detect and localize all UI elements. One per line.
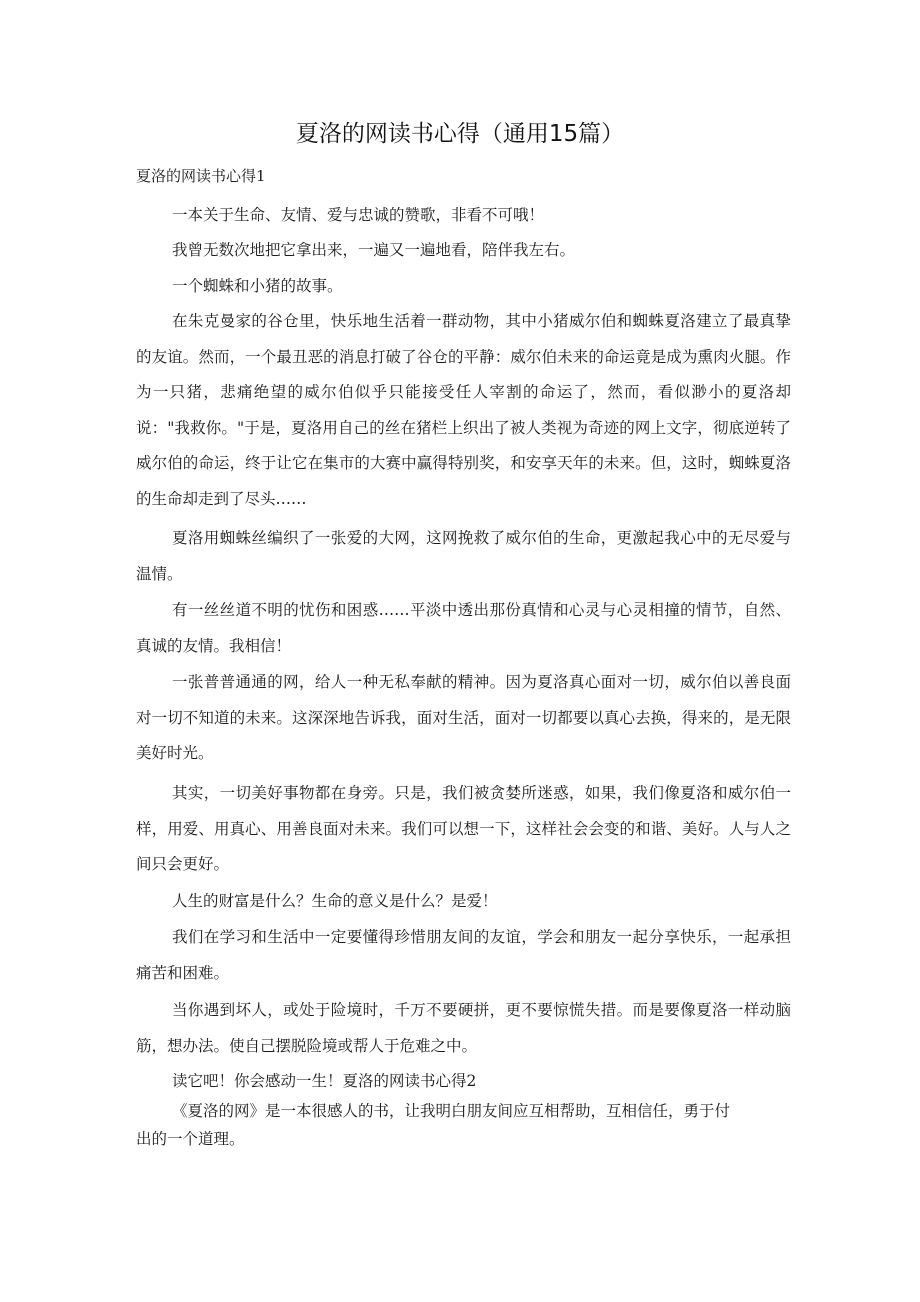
paragraph: 当你遇到坏人，或处于险境时，千万不要硬拼，更不要惊慌失措。而是要像夏洛一样动脑筋，想办法。使自己摆脱险境或帮人于危难之中。: [136, 1001, 791, 1055]
paragraph: 人生的财富是什么？生命的意义是什么？是爱！: [172, 892, 498, 910]
paragraph: 我曾无数次地把它拿出来，一遍又一遍地看，陪伴我左右。: [172, 241, 576, 259]
paragraph: 其实，一切美好事物都在身旁。只是，我们被贪婪所迷惑，如果，我们像夏洛和威尔伯一样，用爱、用真心、用善良面对未来。我们可以想一下，这样社会会变的和谐、美好。人与人之间只会更好。: [136, 784, 791, 874]
paragraph: 夏洛用蜘蛛丝编织了一张爱的大网，这网挽救了威尔伯的生命，更激起我心中的无尽爱与温情。: [136, 529, 791, 583]
paragraph: 我们在学习和生活中一定要懂得珍惜朋友间的友谊，学会和朋友一起分享快乐，一起承担痛苦和困难。: [136, 928, 791, 982]
paragraph: 有一丝丝道不明的忧伤和困惑……平淡中透出那份真情和心灵与心灵相撞的情节，自然、真诚的友情。我相信！: [136, 601, 791, 655]
paragraph: 一个蜘蛛和小猪的故事。: [172, 277, 343, 295]
page-title: 夏洛的网读书心得（通用15篇）: [295, 121, 625, 147]
paragraph-with-section-2-heading: 读它吧！你会感动一生！夏洛的网读书心得2: [172, 1072, 477, 1090]
paragraph: 《夏洛的网》是一本很感人的书，让我明白朋友间应互相帮助，互相信任，勇于付出的一个道理。: [136, 1102, 731, 1148]
paragraph: 一本关于生命、友情、爱与忠诚的赞歌，非看不可哦！: [172, 206, 545, 224]
paragraph: 在朱克曼家的谷仓里，快乐地生活着一群动物，其中小猪威尔伯和蜘蛛夏洛建立了最真挚的友谊。然而，一个最丑恶的消息打破了谷仓的平静：威尔伯未来的命运竟是成为熏肉火腿。作为一只猪，悲痛绝望的威尔伯似乎只能接受任人宰割的命运了，然而，看似渺小的夏洛却说："我救你。"于是，夏洛用自己的丝在猪栏上织出了被人类视为奇迹的网上文字，彻底逆转了威尔伯的命运，终于让它在集市的大赛中赢得特别奖，和安享天年的未来。但，这时，蜘蛛夏洛的生命却走到了尽头……: [136, 312, 791, 508]
section-heading-1: 夏洛的网读书心得1: [136, 167, 266, 185]
paragraph: 一张普普通通的网，给人一种无私奉献的精神。因为夏洛真心面对一切，威尔伯以善良面对一切不知道的未来。这深深地告诉我，面对生活，面对一切都要以真心去换，得来的，是无限美好时光。: [136, 673, 791, 763]
